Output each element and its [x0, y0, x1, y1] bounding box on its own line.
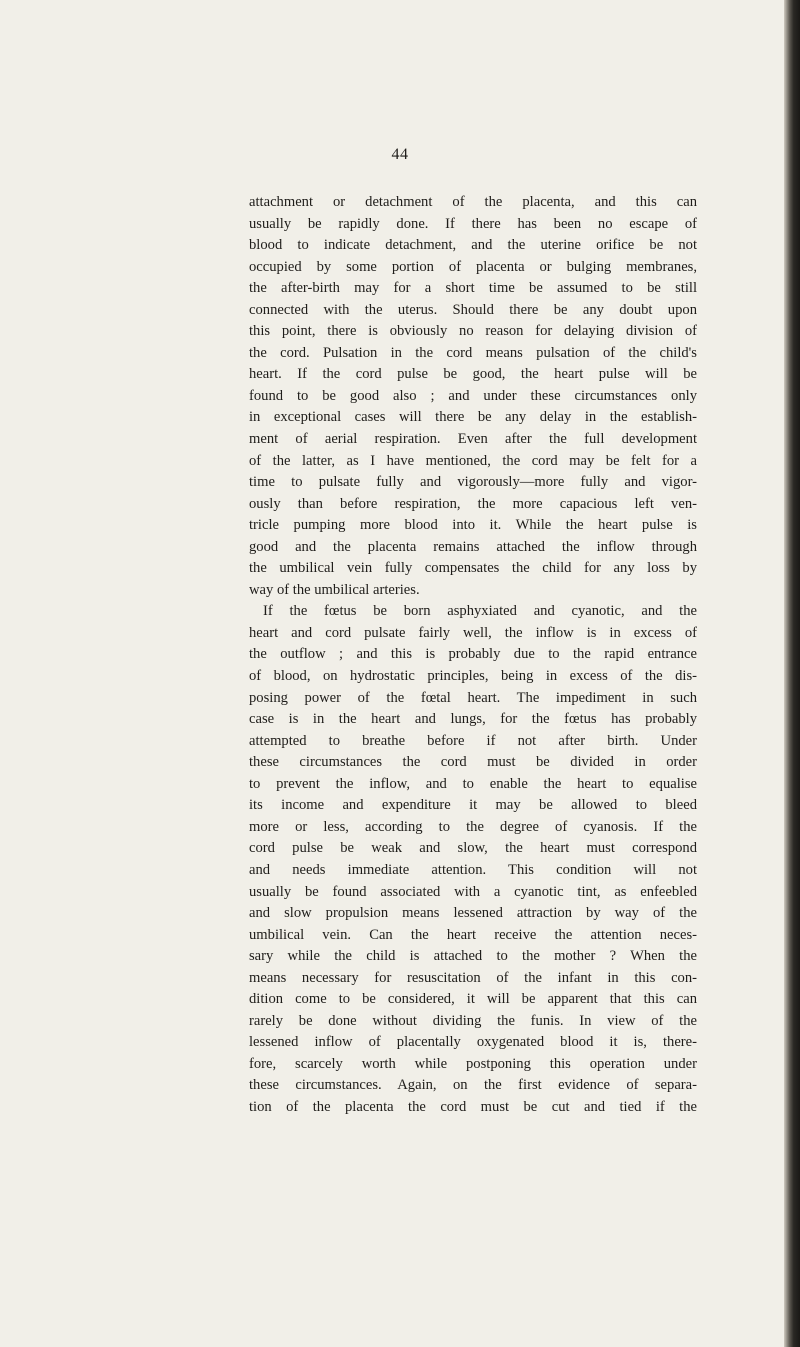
text-line: attempted to breathe before if not after birth. Under: [249, 732, 697, 749]
text-line: of blood, on hydrostatic principles, being in excess of the dis-: [249, 668, 697, 685]
text-line: found to be good also ; and under these circumstances only: [249, 387, 697, 404]
text-line: more or less, according to the degree of cyanosis. If the: [249, 818, 697, 835]
page-number: 44: [391, 146, 409, 163]
body-text: [249, 192, 697, 1119]
text-line: and slow propulsion means lessened attraction by way of the: [249, 905, 697, 922]
text-line: the after-birth may for a short time be assumed to be still: [249, 280, 697, 297]
text-line: dition come to be considered, it will be apparent that this can: [249, 991, 697, 1008]
text-line: umbilical vein. Can the heart receive the attention neces-: [249, 926, 697, 943]
text-line: connected with the uterus. Should there be any doubt upon: [249, 301, 697, 318]
text-line: of the latter, as I have mentioned, the cord may be felt for a: [249, 452, 697, 469]
text-line: tion of the placenta the cord must be cut and tied if the: [249, 1098, 697, 1115]
text-line: way of the umbilical arteries.: [249, 581, 420, 598]
text-line: heart and cord pulsate fairly well, the inflow is in excess of: [249, 624, 697, 641]
text-line: blood to indicate detachment, and the uterine orifice be not: [249, 237, 697, 254]
page-edge-shadow: [784, 0, 800, 1347]
text-line: rarely be done without dividing the funis. In view of the: [249, 1012, 697, 1029]
text-line: time to pulsate fully and vigorously—more fully and vigor-: [249, 474, 697, 491]
paragraph: [249, 192, 697, 601]
text-line: its income and expenditure it may be allowed to bleed: [249, 797, 697, 814]
text-line: heart. If the cord pulse be good, the heart pulse will be: [249, 366, 697, 383]
text-line: the umbilical vein fully compensates the child for any loss by: [249, 560, 697, 577]
text-line: this point, there is obviously no reason for delaying division of: [249, 323, 697, 340]
text-line: these circumstances the cord must be divided in order: [249, 754, 697, 771]
text-line: case is in the heart and lungs, for the fœtus has probably: [249, 711, 697, 728]
text-line: ment of aerial respiration. Even after the full development: [249, 431, 697, 448]
text-line: tricle pumping more blood into it. While the heart pulse is: [249, 517, 697, 534]
text-line: the outflow ; and this is probably due to the rapid entrance: [249, 646, 697, 663]
text-line: to prevent the inflow, and to enable the heart to equalise: [249, 775, 697, 792]
text-line: usually be found associated with a cyanotic tint, as enfeebled: [249, 883, 697, 900]
paragraph: [249, 601, 697, 1118]
text-line: posing power of the fœtal heart. The impediment in such: [249, 689, 697, 706]
text-line: usually be rapidly done. If there has been no escape of: [249, 215, 697, 232]
text-line: cord pulse be weak and slow, the heart must correspond: [249, 840, 697, 857]
text-line: attachment or detachment of the placenta, and this can: [249, 194, 697, 210]
text-line: in exceptional cases will there be any delay in the establish-: [249, 409, 697, 426]
text-line: sary while the child is attached to the mother ? When the: [249, 948, 697, 965]
text-line: ously than before respiration, the more capacious left ven-: [249, 495, 697, 512]
text-line: lessened inflow of placentally oxygenated blood it is, there-: [249, 1034, 697, 1051]
text-line: occupied by some portion of placenta or bulging membranes,: [249, 258, 697, 275]
text-line: fore, scarcely worth while postponing this operation under: [249, 1055, 697, 1072]
text-line: these circumstances. Again, on the first evidence of separa-: [249, 1077, 697, 1094]
text-line: good and the placenta remains attached the inflow through: [249, 538, 697, 555]
text-line: the cord. Pulsation in the cord means pulsation of the child's: [249, 344, 697, 361]
text-line: If the fœtus be born asphyxiated and cyanotic, and the: [263, 603, 697, 620]
text-line: means necessary for resuscitation of the infant in this con-: [249, 969, 697, 986]
text-line: and needs immediate attention. This condition will not: [249, 861, 697, 878]
